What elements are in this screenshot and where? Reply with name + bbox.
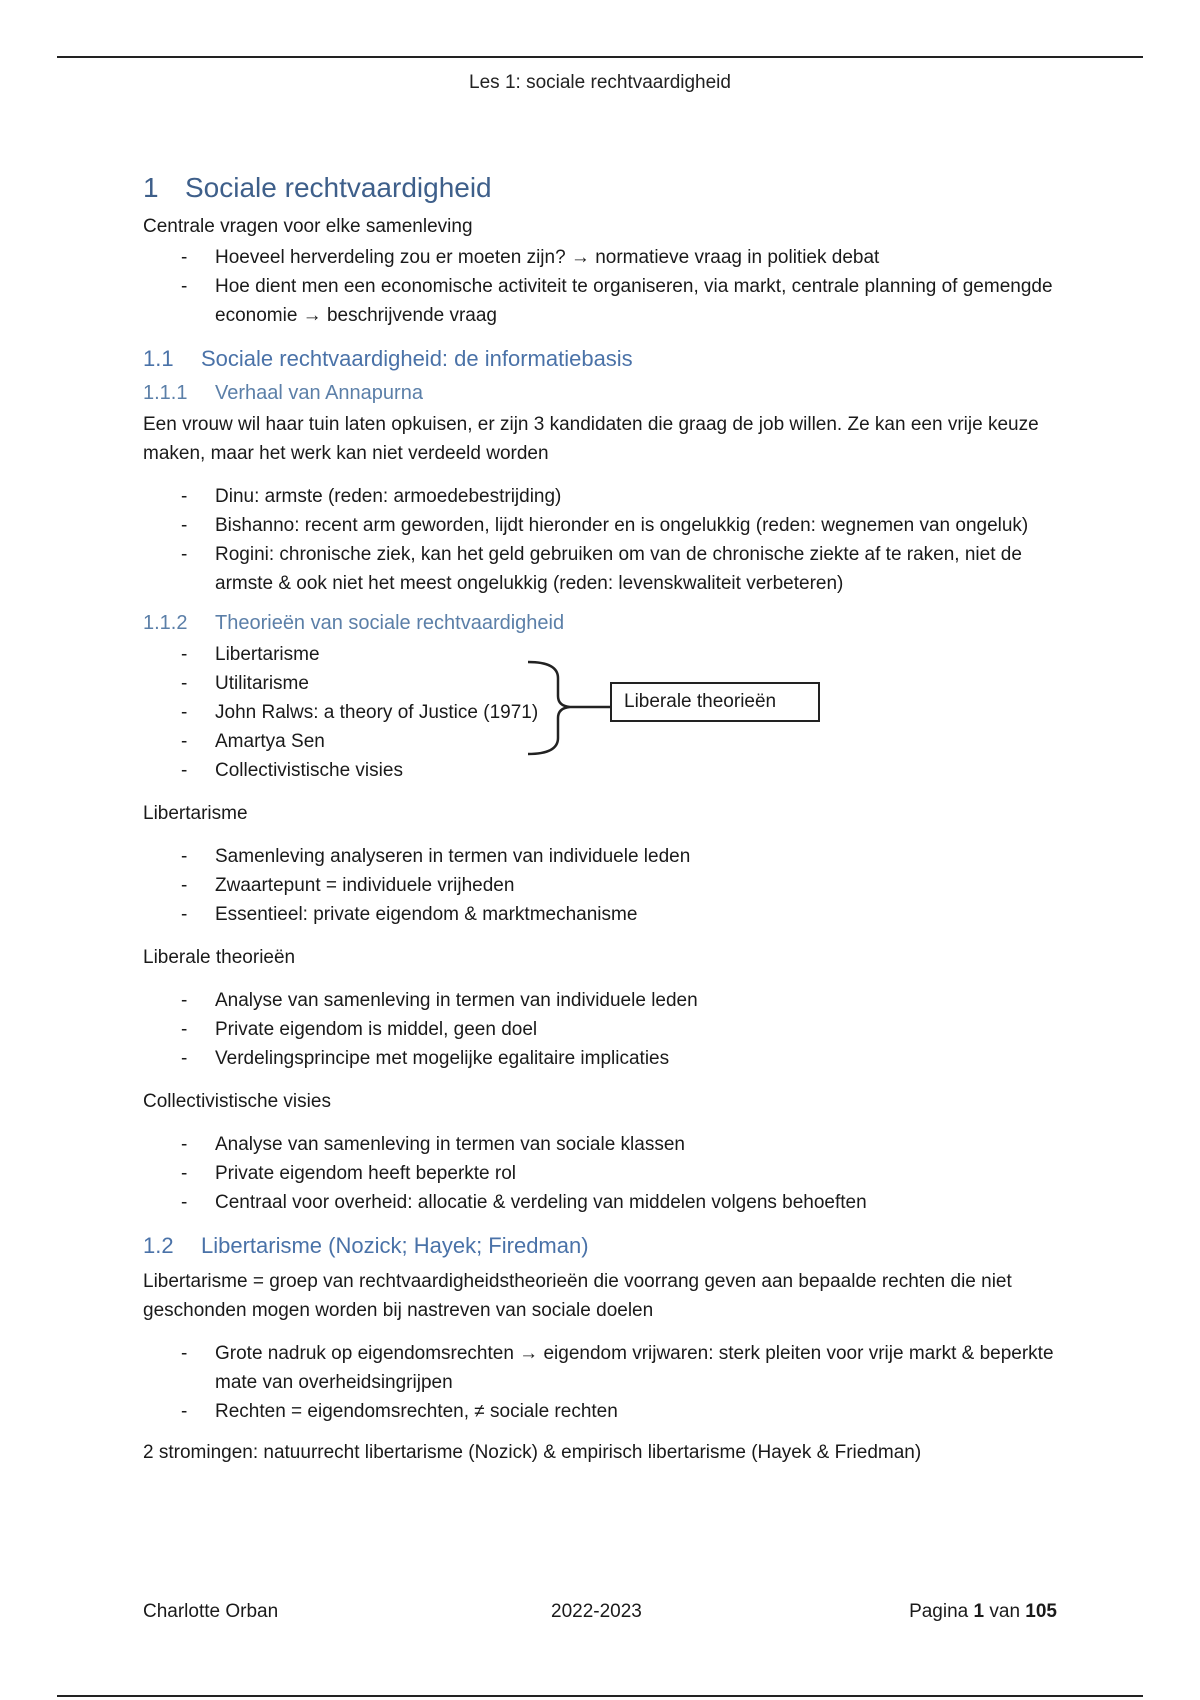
footer-page-number xyxy=(909,1601,1057,1623)
list-item: - Samenleving analyseren in termen van individuele leden xyxy=(143,842,1063,871)
group-label: Collectivistische visies xyxy=(143,1091,331,1112)
list-item: - Analyse van samenleving in termen van individuele leden xyxy=(143,986,1063,1015)
heading-title: Verhaal van Annapurna xyxy=(215,382,423,404)
heading-1 xyxy=(143,170,1063,206)
heading-number: 1 xyxy=(143,172,159,203)
list-item: - Private eigendom is middel, geen doel xyxy=(143,1015,1063,1044)
list-item: - Utilitarisme xyxy=(143,669,1063,698)
list-item: - Dinu: armste (reden: armoedebestrijding) xyxy=(143,482,1063,511)
bullet-list xyxy=(143,1339,1063,1426)
list-item: - Hoeveel herverdeling zou er moeten zijn? → normatieve vraag in politiek debat xyxy=(143,243,1063,272)
page-current: 1 xyxy=(973,1601,985,1622)
footer-author: Charlotte Orban xyxy=(143,1601,279,1622)
list-item: - Rogini: chronische ziek, kan het geld gebruiken om van de chronische ziekte af te raken, niet de armste & ook niet het meest ongelukkig (reden: levenskwaliteit verbeteren) xyxy=(143,540,1063,598)
page-footer xyxy=(143,1601,1057,1631)
heading-number: 1.1.2 xyxy=(143,612,188,634)
bullet-list xyxy=(143,1130,1063,1217)
group-label: Liberale theorieën xyxy=(143,947,296,968)
header-rule xyxy=(57,56,1143,58)
bullet-list xyxy=(143,243,1063,330)
heading-title: Sociale rechtvaardigheid xyxy=(185,172,492,203)
list-item: - Bishanno: recent arm geworden, lijdt hieronder en is ongelukkig (reden: wegnemen van ongeluk) xyxy=(143,511,1063,540)
list-item: - Centraal voor overheid: allocatie & verdeling van middelen volgens behoeften xyxy=(143,1188,1063,1217)
page-prefix: Pagina xyxy=(909,1601,969,1622)
bullet-list xyxy=(143,482,1063,598)
liberale-theorieen-box: Liberale theorieën xyxy=(610,682,820,722)
bullet-list xyxy=(143,986,1063,1073)
list-item: - Collectivistische visies xyxy=(143,756,1063,785)
heading-title: Theorieën van sociale rechtvaardigheid xyxy=(215,612,565,634)
group-label: Libertarisme xyxy=(143,803,248,824)
heading-1-2 xyxy=(143,1231,1063,1261)
running-header: Les 1: sociale rechtvaardigheid xyxy=(469,72,731,93)
list-item: - Verdelingsprincipe met mogelijke egalitaire implicaties xyxy=(143,1044,1063,1073)
list-item: - Essentieel: private eigendom & marktmechanisme xyxy=(143,900,1063,929)
heading-1-1-1 xyxy=(143,380,1063,406)
footer-year: 2022-2023 xyxy=(551,1601,642,1622)
paragraph: Een vrouw wil haar tuin laten opkuisen, er zijn 3 kandidaten die graag de job willen. Ze kan een vrije keuze maken, maar het werk kan niet verdeeld worden xyxy=(143,414,1039,464)
heading-number: 1.2 xyxy=(143,1233,174,1258)
document-body xyxy=(143,170,1063,1467)
page-mid: van xyxy=(989,1601,1021,1622)
curly-brace-icon xyxy=(526,660,610,756)
heading-title: Sociale rechtvaardigheid: de informatiebasis xyxy=(201,346,633,371)
list-item: - Private eigendom heeft beperkte rol xyxy=(143,1159,1063,1188)
heading-1-1 xyxy=(143,344,1063,374)
list-item: - Hoe dient men een economische activiteit te organiseren, via markt, centrale planning of gemengde economie → beschrijvende vraag xyxy=(143,272,1063,330)
paragraph: Libertarisme = groep van rechtvaardigheidstheorieën die voorrang geven aan bepaalde rechten die niet geschonden mogen worden bij nastreven van sociale doelen xyxy=(143,1271,1012,1321)
paragraph: 2 stromingen: natuurrecht libertarisme (Nozick) & empirisch libertarisme (Hayek & Friedman) xyxy=(143,1442,922,1463)
list-item: - Zwaartepunt = individuele vrijheden xyxy=(143,871,1063,900)
list-item: - Rechten = eigendomsrechten, ≠ sociale rechten xyxy=(143,1397,1063,1426)
list-item: - Analyse van samenleving in termen van sociale klassen xyxy=(143,1130,1063,1159)
theories-block xyxy=(143,640,1063,785)
heading-1-1-2 xyxy=(143,610,1063,636)
page-total: 105 xyxy=(1025,1601,1057,1622)
footer-rule xyxy=(57,1695,1143,1697)
paragraph: Centrale vragen voor elke samenleving xyxy=(143,216,473,237)
list-item: - Libertarisme xyxy=(143,640,1063,669)
bullet-list xyxy=(143,842,1063,929)
heading-title: Libertarisme (Nozick; Hayek; Firedman) xyxy=(201,1233,589,1258)
list-item: - Grote nadruk op eigendomsrechten → eigendom vrijwaren: sterk pleiten voor vrije markt & beperkte mate van overheidsingrijpen xyxy=(143,1339,1063,1397)
heading-number: 1.1.1 xyxy=(143,382,188,404)
list-item: - Amartya Sen xyxy=(143,727,1063,756)
heading-number: 1.1 xyxy=(143,346,174,371)
list-item: - John Ralws: a theory of Justice (1971) xyxy=(143,698,1063,727)
